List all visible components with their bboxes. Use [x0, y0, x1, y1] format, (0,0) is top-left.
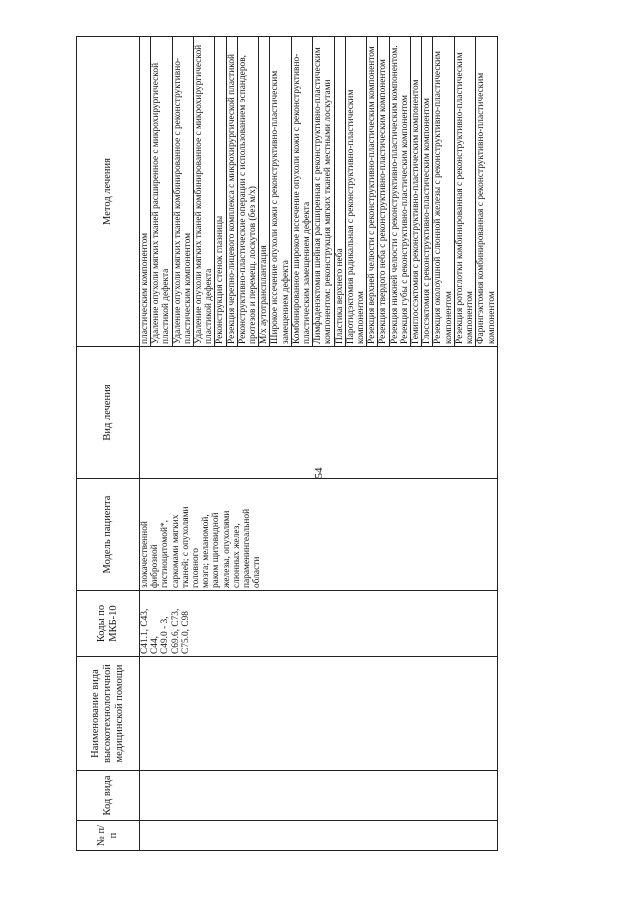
- method-item: Паротидэктомия радикальная с реконструктивно-пластическим компонентом: [346, 37, 367, 346]
- method-item: Резекция твердого неба с реконструктивно-пластическим компонентом: [378, 37, 389, 346]
- method-item: Резекция черепно-лицевого комплекса с микрохирургической пластикой: [227, 37, 238, 346]
- page-number: 54: [313, 467, 325, 479]
- col-header-treatment-method: Метод лечения: [77, 37, 140, 347]
- table-row: [140, 37, 498, 851]
- method-item: Гемиглоссэктомия с реконструктивно-пластическим компонентом: [411, 37, 422, 346]
- col-header-num: № п/п: [77, 821, 140, 851]
- method-item: пластическим компонентом: [140, 37, 151, 346]
- method-item: Комбинированное широкое иссечение опухоли кожи с реконструктивно-пластическим замещением дефекта: [292, 37, 313, 346]
- col-header-care-name: Наименование вида высокотехнологичной медицинской помощи: [77, 657, 140, 771]
- method-item: Реконструкция стенок глазницы: [215, 37, 226, 346]
- col-header-type-code: Код вида: [77, 771, 140, 821]
- cell-num: [140, 821, 498, 851]
- method-item: Глоссэктомия с реконструктивно-пластическим компонентом: [422, 37, 433, 346]
- methods-table: [76, 36, 498, 851]
- method-item: Резекция околоушной слюнной железы с реконструктивно-пластическим компонентом: [433, 37, 454, 346]
- cell-icd-codes: C41.1, C43, C44, C49.0 - 3, C69.6, C73, C75.0, C98: [140, 591, 498, 657]
- cell-type-code: [140, 771, 498, 821]
- method-item: Резекция верхней челюсти с реконструктивно-пластическим компонентом: [367, 37, 378, 346]
- cell-treatment-methods: [140, 37, 498, 347]
- method-item: Резекция нижней челюсти с реконструктивно-пластическим компонентом. Резекция губы с реконструктивно-пластическим компонентом: [390, 37, 411, 346]
- method-item: Лимфаденэктомия шейная расширенная с реконструктивно-пластическим компонентом: реконструкция мягких тканей местными лоскутами: [313, 37, 334, 346]
- table-header-row: [77, 37, 140, 851]
- method-item: Фарингэктомия комбинированная с реконструктивно-пластическим компонентом: [476, 72, 497, 344]
- method-item: Широкое иссечение опухоли кожи с реконструктивно-пластическим замещением дефекта: [270, 37, 291, 346]
- col-header-treatment-type: Вид лечения: [77, 347, 140, 479]
- col-header-icd-codes: Коды по МКБ-10: [77, 591, 140, 657]
- cell-care-name: [140, 657, 498, 771]
- method-item: Реконструктивно-пластические операции с использованием эспандеров, протезов и перемещ. лоскутов (без м/х): [238, 37, 259, 346]
- method-item: Удаление опухоли мягких тканей комбинированное с микрохирургической пластикой дефекта: [194, 37, 215, 346]
- cell-treatment-type: [140, 347, 498, 479]
- method-item: Пластика верхнего неба: [335, 37, 346, 346]
- col-header-patient-model: Модель пациента: [77, 479, 140, 591]
- method-item: Резекция ротоглотки комбинированная с реконструктивно-пластическим компонентом: [455, 37, 476, 346]
- method-item: М/х аутотрансплантация: [259, 37, 270, 346]
- method-item: Удаление опухоли мягких тканей комбинированное с реконструктивно-пластическим компонентом: [173, 37, 194, 346]
- rotated-table-page: [76, 37, 596, 851]
- cell-patient-model: злокачественной фиброзной гистиоцитомой*, саркомами мягких тканей; с опухолями головного мозга; меланомой, раком щитовидной железы, опухолями слюнных желез, параменингеальной области: [140, 479, 498, 591]
- method-item: Удаление опухоли мягких тканей расширенное с микрохирургической пластикой дефекта: [151, 37, 172, 346]
